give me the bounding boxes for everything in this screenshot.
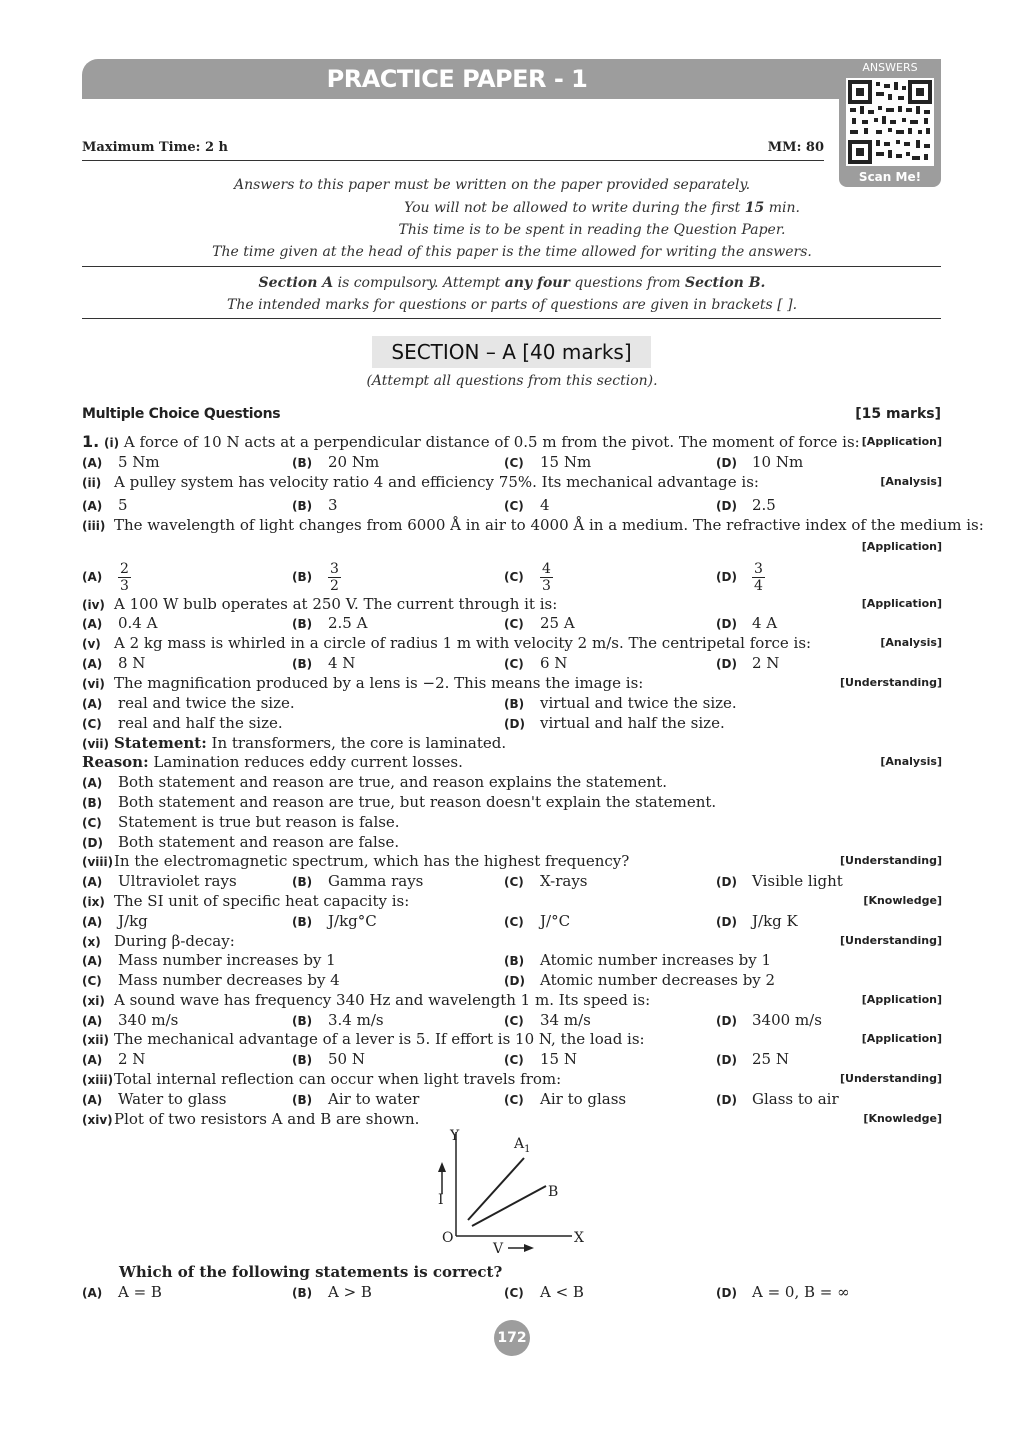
option-d[interactable]: (D) Visible light bbox=[716, 872, 843, 890]
option-c[interactable]: (C) 25 A bbox=[504, 614, 575, 632]
option-c[interactable]: (C) 4 bbox=[504, 496, 550, 514]
question-subnumber: (xiii) bbox=[82, 1073, 114, 1087]
statement-label: Statement: bbox=[114, 734, 207, 752]
question-text: Total internal reflection can occur when light travels from: bbox=[114, 1070, 562, 1088]
option-a[interactable]: (A) 0.4 A bbox=[82, 614, 158, 632]
options-row bbox=[82, 970, 942, 990]
options-row bbox=[82, 613, 942, 633]
question-row bbox=[82, 1029, 942, 1049]
option-b[interactable]: (B) J/kg°C bbox=[292, 912, 377, 930]
option-a[interactable]: (A) 8 N bbox=[82, 654, 146, 672]
option-a[interactable]: (A) $\frac{2}{3}$ bbox=[82, 560, 129, 594]
question-text: A force of 10 N acts at a perpendicular distance of 0.5 m from the pivot. The moment of force is: bbox=[123, 433, 860, 451]
option-d[interactable]: (D) Glass to air bbox=[716, 1090, 839, 1108]
option-c[interactable]: (C) Statement is true but reason is false. bbox=[82, 813, 400, 831]
option-b[interactable]: (B) 20 Nm bbox=[292, 453, 380, 471]
section-subtitle: (Attempt all questions from this section). bbox=[366, 373, 658, 389]
question-subnumber: (i) bbox=[104, 436, 120, 450]
question-row bbox=[82, 633, 942, 653]
option-c[interactable]: (C) 34 m/s bbox=[504, 1011, 591, 1029]
option-c[interactable]: (C) 6 N bbox=[504, 654, 568, 672]
options-row bbox=[82, 713, 942, 733]
options-row bbox=[82, 1010, 942, 1030]
question-tag: [Understanding] bbox=[840, 854, 942, 867]
question-row bbox=[82, 752, 942, 772]
option-b[interactable]: (B) 4 N bbox=[292, 654, 356, 672]
option-d[interactable]: (D) virtual and half the size. bbox=[504, 714, 725, 732]
max-marks: MM: 80 bbox=[767, 140, 824, 155]
option-c[interactable]: (C) Air to glass bbox=[504, 1090, 627, 1108]
question-subnumber: (vii) bbox=[82, 737, 110, 751]
option-a[interactable]: (A) Mass number increases by 1 bbox=[82, 951, 336, 969]
instruction-line: The intended marks for questions or parts of questions are given in brackets [ ]. bbox=[226, 297, 798, 313]
mcq-heading: Multiple Choice Questions bbox=[82, 406, 281, 422]
option-b[interactable]: (B) virtual and twice the size. bbox=[504, 694, 737, 712]
question-row bbox=[82, 515, 984, 535]
question-subnumber: (iv) bbox=[82, 598, 105, 612]
question-subnumber: (x) bbox=[82, 935, 101, 949]
line-a1 bbox=[468, 1158, 524, 1220]
question-subnumber: (vi) bbox=[82, 677, 105, 691]
option-d[interactable]: (D) 10 Nm bbox=[716, 453, 804, 471]
page-number: 172 bbox=[494, 1320, 530, 1356]
question-row bbox=[82, 851, 942, 871]
statement-text: In transformers, the core is laminated. bbox=[206, 734, 507, 752]
question-row bbox=[82, 432, 942, 452]
question-row bbox=[82, 733, 942, 753]
fraction: $\frac{2}{3}$ bbox=[120, 560, 129, 594]
option-c[interactable]: (C) X-rays bbox=[504, 872, 588, 890]
question-text: A sound wave has frequency 340 Hz and wavelength 1 m. Its speed is: bbox=[114, 991, 651, 1009]
option-c[interactable]: (C) A < B bbox=[504, 1283, 584, 1301]
mcq-marks: [15 marks] bbox=[855, 406, 941, 422]
question-text: The wavelength of light changes from 6000 Å in air to 4000 Å in a medium. The refractive index of the medium is: bbox=[114, 516, 984, 534]
question-prompt: Which of the following statements is correct? bbox=[119, 1263, 503, 1281]
options-row bbox=[82, 495, 942, 515]
qr-code-icon[interactable] bbox=[846, 78, 934, 166]
option-d[interactable]: (D) Both statement and reason are false. bbox=[82, 833, 400, 851]
question-tag: [Understanding] bbox=[840, 676, 942, 689]
options-row bbox=[82, 950, 942, 970]
question-tag: [Understanding] bbox=[840, 934, 942, 947]
option-d[interactable]: (D) 3400 m/s bbox=[716, 1011, 822, 1029]
option-a[interactable]: (A) 340 m/s bbox=[82, 1011, 179, 1029]
arrow-head-icon bbox=[524, 1244, 534, 1252]
question-subnumber: (xiv) bbox=[82, 1113, 113, 1127]
option-b[interactable]: (B) Atomic number increases by 1 bbox=[504, 951, 772, 969]
question-tag-row bbox=[82, 537, 942, 557]
option-c[interactable]: (C) real and half the size. bbox=[82, 714, 283, 732]
question-row bbox=[82, 931, 942, 951]
question-text: During β-decay: bbox=[114, 932, 235, 950]
question-row bbox=[82, 990, 942, 1010]
option-d[interactable]: (D) $\frac{3}{4}$ bbox=[716, 560, 763, 594]
options-row bbox=[82, 452, 942, 472]
instruction-line: Answers to this paper must be written on the paper provided separately. bbox=[233, 177, 751, 193]
reason-label: Reason: bbox=[82, 753, 149, 771]
option-c[interactable]: (C) 15 N bbox=[504, 1050, 577, 1068]
question-subnumber: (iii) bbox=[82, 519, 106, 533]
instruction-line: This time is to be spent in reading the Question Paper. bbox=[398, 222, 786, 238]
question-text: A 2 kg mass is whirled in a circle of radius 1 m with velocity 2 m/s. The centripetal force is: bbox=[114, 634, 812, 652]
option-c[interactable]: (C) Mass number decreases by 4 bbox=[82, 971, 340, 989]
question-tag: [Knowledge] bbox=[863, 894, 942, 907]
max-time: Maximum Time: 2 h bbox=[82, 140, 228, 155]
option-c[interactable]: (C) J/°C bbox=[504, 912, 571, 930]
option-a[interactable]: (A) Ultraviolet rays bbox=[82, 872, 237, 890]
question-subnumber: (xi) bbox=[82, 994, 105, 1008]
option-a[interactable]: (A) 5 bbox=[82, 496, 128, 514]
options-row bbox=[82, 871, 942, 891]
a1-label: $A_1$ bbox=[514, 1136, 531, 1155]
qr-scan-label: Scan Me! bbox=[858, 170, 922, 184]
divider bbox=[82, 318, 941, 319]
question-tag: [Application] bbox=[861, 540, 942, 553]
option-b[interactable]: (B) 3.4 m/s bbox=[292, 1011, 384, 1029]
question-row bbox=[82, 1069, 942, 1089]
question-subnumber: (ii) bbox=[82, 476, 102, 490]
option-d[interactable]: (D) 2 N bbox=[716, 654, 780, 672]
page-title: PRACTICE PAPER - 1 bbox=[326, 65, 588, 93]
options-row bbox=[82, 556, 942, 596]
option-c[interactable]: (C) $\frac{4}{3}$ bbox=[504, 560, 551, 594]
section-title: SECTION – A [40 marks] bbox=[391, 340, 632, 364]
question-text: Plot of two resistors A and B are shown. bbox=[114, 1110, 420, 1128]
option-b[interactable]: (B) Both statement and reason are true, but reason doesn't explain the statement. bbox=[82, 793, 717, 811]
instruction-line: You will not be allowed to write during the first 15 min. bbox=[404, 200, 800, 216]
question-text: The SI unit of specific heat capacity is: bbox=[114, 892, 410, 910]
option-a[interactable]: (A) Water to glass bbox=[82, 1090, 227, 1108]
options-row bbox=[82, 693, 942, 713]
option-d[interactable]: (D) J/kg K bbox=[716, 912, 798, 930]
instruction-line: The time given at the head of this paper is the time allowed for writing the answers. bbox=[212, 244, 812, 260]
question-row bbox=[82, 673, 942, 693]
question-text: A 100 W bulb operates at 250 V. The current through it is: bbox=[114, 595, 558, 613]
option-a[interactable]: (A) 2 N bbox=[82, 1050, 146, 1068]
option-b[interactable]: (B) Air to water bbox=[292, 1090, 420, 1108]
options-row bbox=[82, 1282, 942, 1302]
option-b[interactable]: (B) Gamma rays bbox=[292, 872, 424, 890]
fraction: $\frac{3}{2}$ bbox=[330, 560, 339, 594]
option-d[interactable]: (D) Atomic number decreases by 2 bbox=[504, 971, 776, 989]
options-row bbox=[82, 911, 942, 931]
iv-graph bbox=[420, 1124, 600, 1260]
options-row bbox=[82, 653, 942, 673]
x-label: X bbox=[574, 1230, 584, 1246]
option-d[interactable]: (D) 4 A bbox=[716, 614, 778, 632]
option-b[interactable]: (B) A > B bbox=[292, 1283, 372, 1301]
option-a[interactable]: (A) real and twice the size. bbox=[82, 694, 295, 712]
question-subnumber: (ix) bbox=[82, 895, 105, 909]
options-row bbox=[82, 1049, 942, 1069]
origin-label: O bbox=[442, 1230, 454, 1246]
question-subnumber: (v) bbox=[82, 637, 101, 651]
question-subnumber: (viii) bbox=[82, 855, 114, 869]
question-tag: [Application] bbox=[861, 1032, 942, 1045]
question-number: 1. bbox=[82, 432, 100, 451]
option-b[interactable]: (B) 2.5 A bbox=[292, 614, 368, 632]
question-text: The magnification produced by a lens is −2. This means the image is: bbox=[114, 674, 644, 692]
question-row bbox=[82, 472, 942, 492]
fraction: $\frac{3}{4}$ bbox=[754, 560, 763, 594]
question-text: In the electromagnetic spectrum, which has the highest frequency? bbox=[114, 852, 630, 870]
divider bbox=[82, 266, 941, 267]
question-tag: [Analysis] bbox=[880, 636, 942, 649]
option-b[interactable]: (B) $\frac{3}{2}$ bbox=[292, 560, 339, 594]
question-tag: [Knowledge] bbox=[863, 1112, 942, 1125]
question-tag: [Analysis] bbox=[880, 475, 942, 488]
fraction: $\frac{4}{3}$ bbox=[542, 560, 551, 594]
option-b[interactable]: (B) 50 N bbox=[292, 1050, 365, 1068]
option-d[interactable]: (D) 25 N bbox=[716, 1050, 789, 1068]
question-tag: [Application] bbox=[861, 597, 942, 610]
options-row bbox=[82, 1089, 942, 1109]
line-b bbox=[472, 1186, 546, 1226]
qr-answers-label: ANSWERS bbox=[862, 61, 918, 74]
question-row bbox=[82, 594, 942, 614]
v-label: V bbox=[493, 1241, 504, 1257]
option-a[interactable]: (A) 5 Nm bbox=[82, 453, 160, 471]
option-a[interactable]: (A) A = B bbox=[82, 1283, 162, 1301]
question-tag: [Application] bbox=[861, 993, 942, 1006]
i-label: I bbox=[438, 1192, 444, 1208]
question-text: The mechanical advantage of a lever is 5. If effort is 10 N, the load is: bbox=[114, 1030, 645, 1048]
option-d[interactable]: (D) 2.5 bbox=[716, 496, 776, 514]
question-tag: [Analysis] bbox=[880, 755, 942, 768]
instruction-line: Section A is compulsory. Attempt any four questions from Section B. bbox=[258, 275, 766, 291]
question-subnumber: (xii) bbox=[82, 1033, 109, 1047]
option-a[interactable]: (A) Both statement and reason are true, and reason explains the statement. bbox=[82, 773, 667, 791]
option-c[interactable]: (C) 15 Nm bbox=[504, 453, 592, 471]
question-row bbox=[82, 891, 942, 911]
question-text: A pulley system has velocity ratio 4 and efficiency 75%. Its mechanical advantage is: bbox=[114, 473, 759, 491]
divider bbox=[82, 160, 824, 161]
option-d[interactable]: (D) A = 0, B = ∞ bbox=[716, 1283, 850, 1301]
option-a[interactable]: (A) J/kg bbox=[82, 912, 148, 930]
question-tag: [Application] bbox=[861, 435, 942, 448]
b-label: B bbox=[548, 1184, 559, 1200]
y-label: Y bbox=[450, 1128, 460, 1144]
arrow-head-icon bbox=[438, 1162, 446, 1172]
reason-text: Lamination reduces eddy current losses. bbox=[148, 753, 463, 771]
question-tag: [Understanding] bbox=[840, 1072, 942, 1085]
option-b[interactable]: (B) 3 bbox=[292, 496, 338, 514]
